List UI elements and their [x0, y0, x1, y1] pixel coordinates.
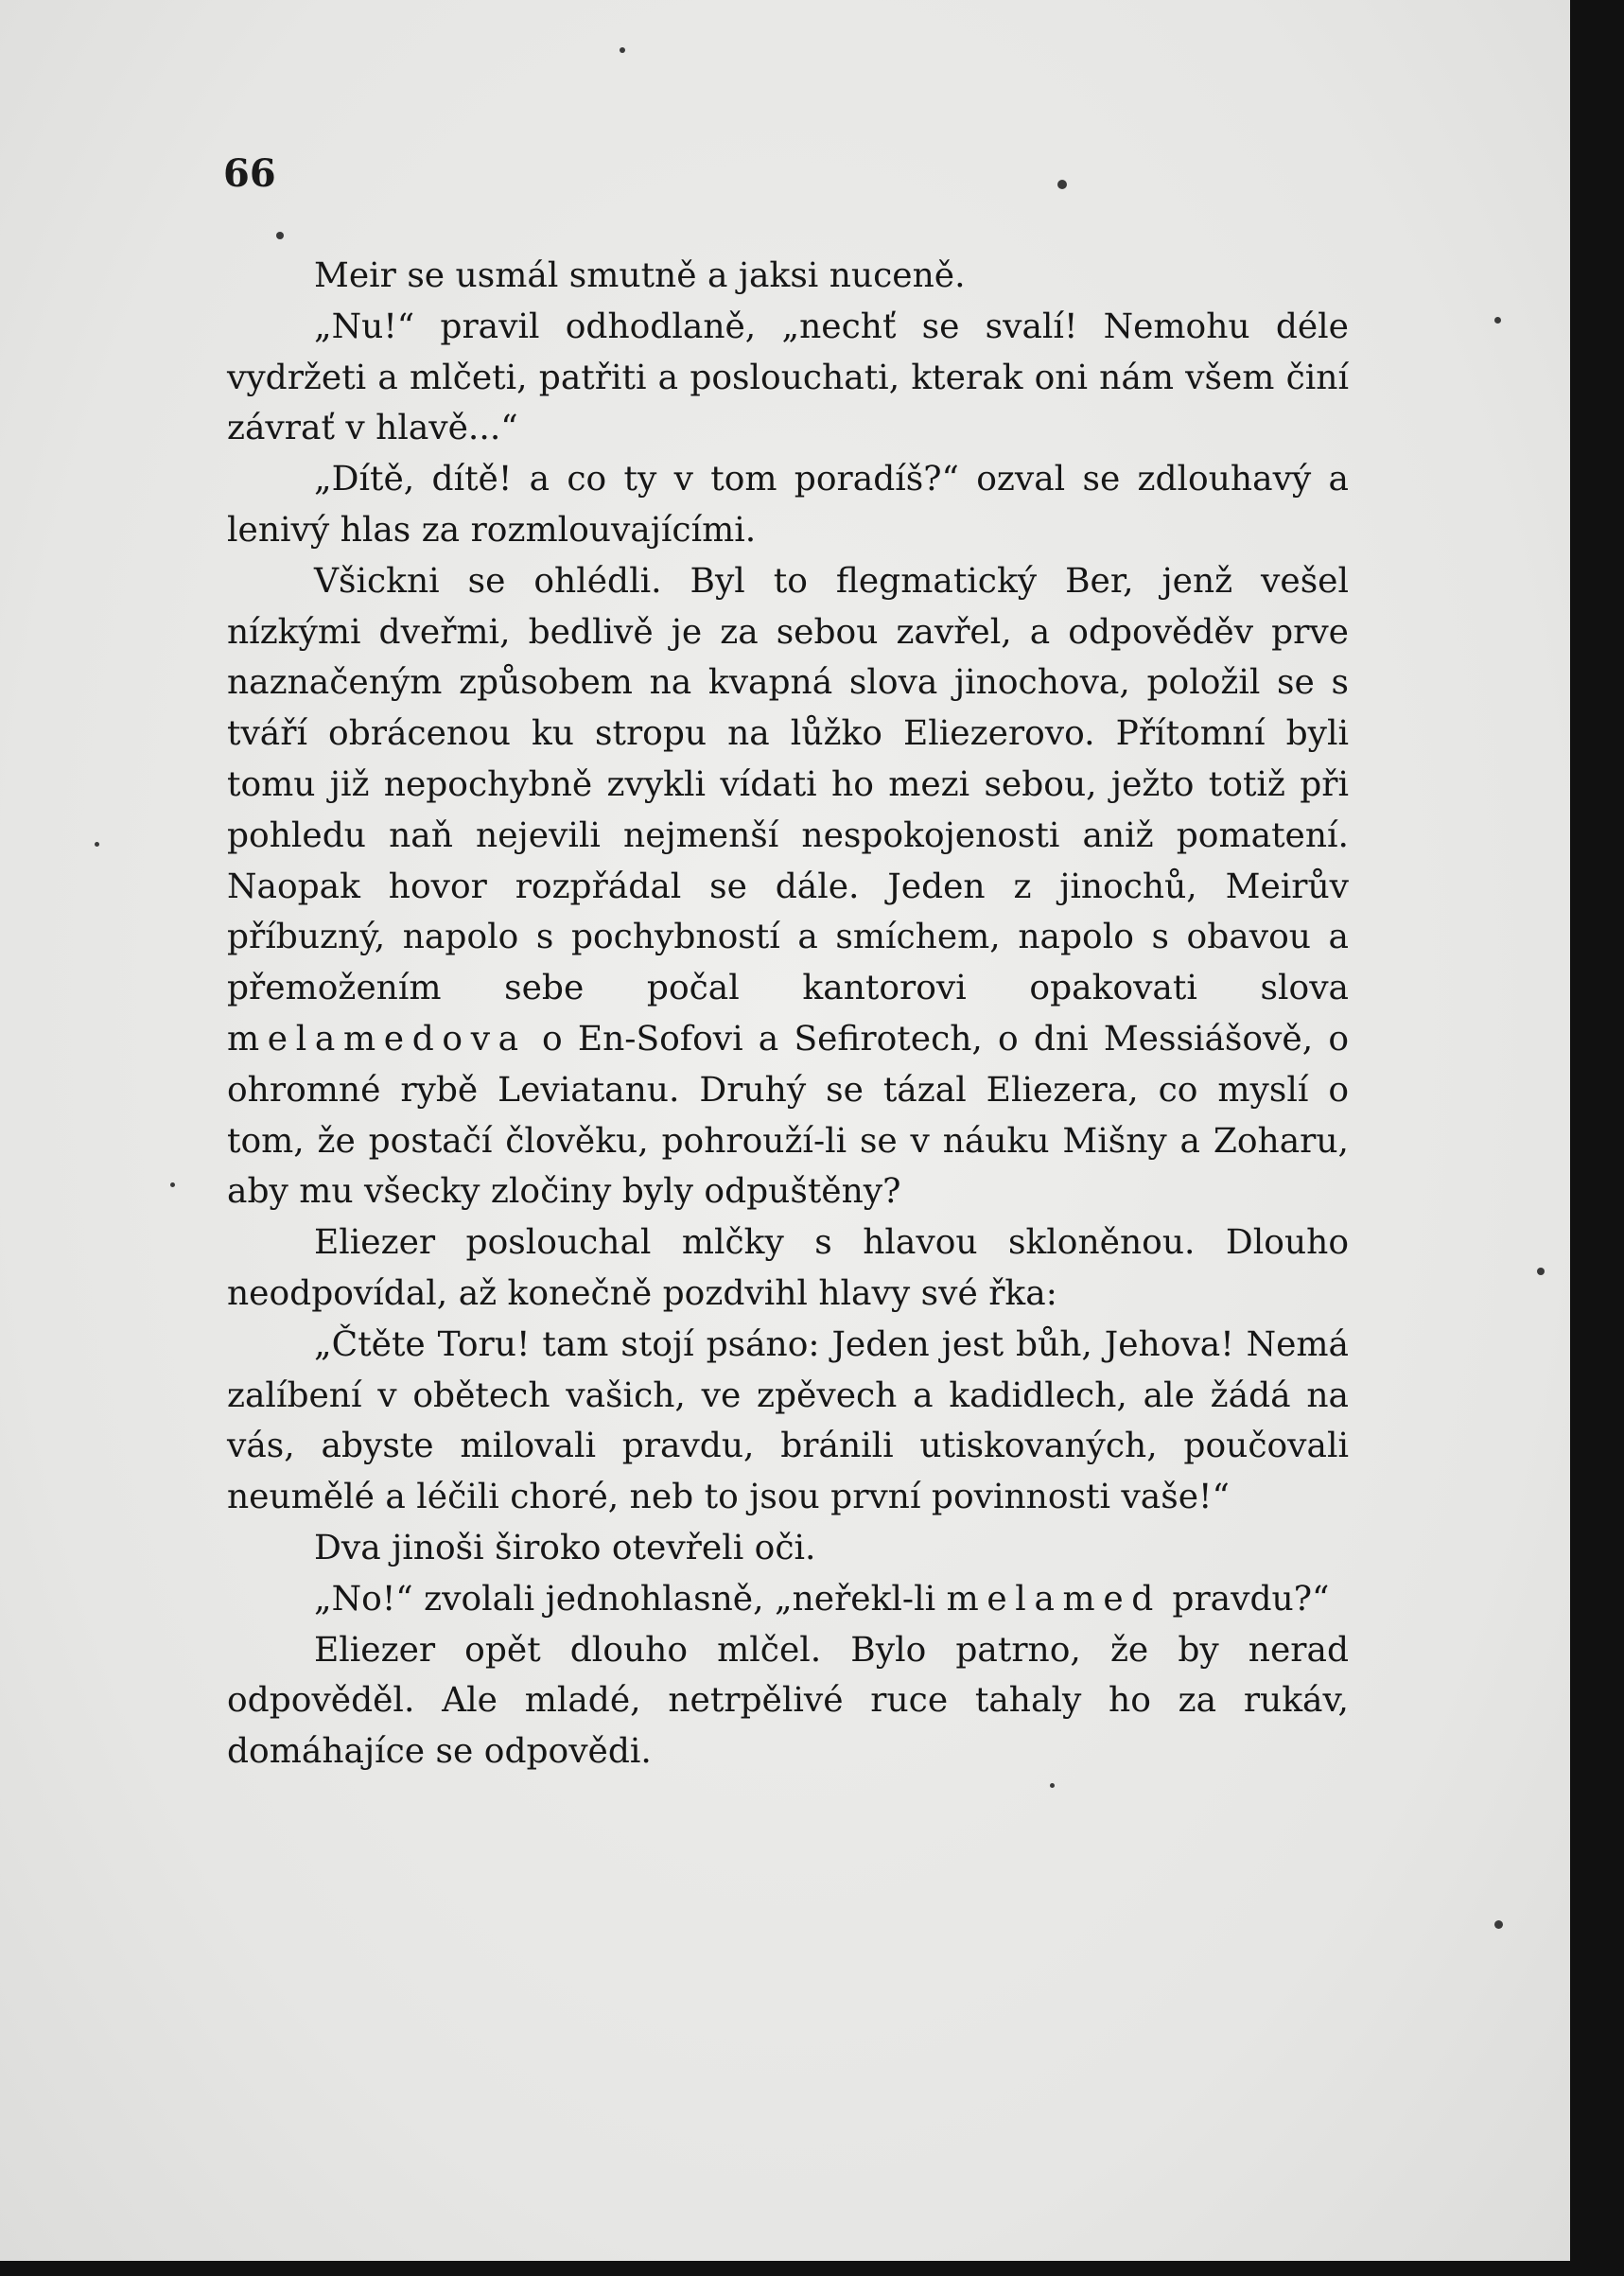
scan-border-right [1570, 0, 1624, 2276]
paragraph-4 [227, 556, 1349, 1217]
paragraph-8 [227, 1574, 1349, 1625]
scan-speck [95, 842, 99, 847]
scan-speck [1057, 180, 1067, 189]
scan-speck [1494, 1920, 1503, 1929]
scan-speck [620, 47, 625, 53]
paragraph-6: „Čtěte Toru! tam stojí psáno: Jeden jest bůh, Jehova! Nemá zalíbení v obětech vašich, ve zpěvech a kadidlech, ale žádá na vás, abyste milovali pravdu, bránili utiskovaných, poučovali neumělé a léčili choré, neb to jsou první povinnosti vaše!“ [227, 1324, 1349, 1517]
paragraph-1: Meir se usmál smutně a jaksi nuceně. [314, 256, 966, 295]
emphasis-melamed: melamed [946, 1579, 1161, 1619]
emphasis-melamedova: melamedova [227, 1019, 527, 1059]
paragraph-9: Eliezer opět dlouho mlčel. Bylo patrno, že by nerad odpověděl. Ale mladé, netrpělivé ruce tahaly ho za rukáv, domáhajíce se odpovědi. [227, 1630, 1349, 1772]
paragraph-7: Dva jinoši široko otevřeli oči. [314, 1528, 816, 1567]
scan-border-bottom [0, 2261, 1624, 2276]
paragraph-4-text-a: Všickni se ohlédli. Byl to flegmatický Ber, jenž vešel nízkými dveřmi, bedlivě je za sebou zavřel, a odpověděv prve naznačeným způsobem na kvapná slova jinochova, položil se s tváří obrácenou ku stropu na lůžko Eliezerovo. Přítomní byli tomu již nepochybně zvykli vídati ho mezi sebou, ježto totiž při pohledu naň nejevili nejmenší nespokojenosti aniž pomatení. Naopak hovor rozpřádal se dále. Jeden z jinochů, Meirův příbuzný, napolo s pochybností a smíchem, napolo s obavou a přemožením sebe počal kantorovi opakovati slova [227, 561, 1349, 1008]
body-text [227, 251, 1349, 1777]
paragraph-3: „Dítě, dítě! a co ty v tom poradíš?“ ozval se zdlouhavý a lenivý hlas za rozmlouvajícími. [227, 460, 1349, 550]
paragraph-4-text-b: o En-Sofovi a Sefirotech, o dni Messiášově, o ohromné rybě Leviatanu. Druhý se tázal Eliezera, co myslí o tom, že postačí člověku, pohrouží-li se v náuku Mišny a Zoharu, aby mu všecky zločiny byly odpuštěny? [227, 1019, 1349, 1212]
scan-speck [1050, 1783, 1055, 1788]
paragraph-2: „Nu!“ pravil odhodlaně, „nechť se svalí! Nemohu déle vydržeti a mlčeti, patřiti a poslouchati, kterak oni nám všem činí závrať v hlavě...“ [227, 306, 1349, 448]
scan-speck [170, 1182, 175, 1187]
page-number: 66 [223, 151, 276, 196]
scan-speck [1494, 317, 1501, 324]
paragraph-8-text-b: pravdu?“ [1172, 1579, 1330, 1619]
paragraph-5: Eliezer poslouchal mlčky s hlavou skloněnou. Dlouho neodpovídal, až konečně pozdvihl hlavy své řka: [227, 1223, 1349, 1313]
paragraph-8-text-a: „No!“ zvolali jednohlasně, „neřekl-li [314, 1579, 936, 1619]
scan-speck [1537, 1268, 1545, 1275]
scan-speck [276, 232, 284, 239]
